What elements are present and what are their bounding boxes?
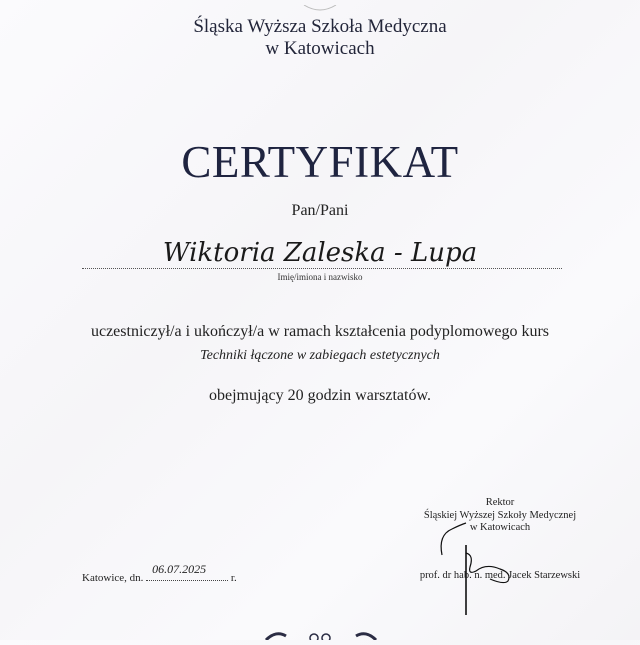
- issue-date: 06.07.2025: [152, 562, 207, 576]
- course-hours: obejmujący 20 godzin warsztatów.: [208, 387, 431, 404]
- date-dotted-field: [146, 562, 228, 581]
- rector-institution: Śląskiej Wyższej Szkoły Medycznej: [423, 509, 577, 521]
- completion-statement: uczestniczył/a i ukończył/a w ramach kształcenia podyplomowego kurs: [90, 323, 550, 340]
- signature-icon: [430, 515, 540, 620]
- place-prefix: Katowice, dn.: [82, 572, 144, 584]
- institution-name: Śląska Wyższa Szkoła Medyczna: [193, 16, 447, 37]
- rector-city: w Katowicach: [469, 522, 531, 533]
- certificate-title: CERTYFIKAT: [181, 137, 459, 187]
- name-dotted-line: [82, 268, 562, 269]
- place-suffix: r.: [230, 572, 237, 584]
- salutation: Pan/Pani: [291, 202, 349, 219]
- recipient-name: Wiktoria Zaleska - Lupa: [162, 238, 478, 268]
- rector-title: Rektor: [485, 497, 515, 508]
- place-date: [82, 562, 237, 584]
- ornament-icon: [246, 626, 396, 645]
- course-name: Techniki łączone w zabiegach estetycznych: [200, 348, 440, 363]
- name-field-label: Imię/imiona i nazwisko: [277, 272, 363, 282]
- signer-name: prof. dr hab. n. med. Jacek Starzewski: [419, 570, 581, 581]
- institution-city: w Katowicach: [265, 38, 375, 59]
